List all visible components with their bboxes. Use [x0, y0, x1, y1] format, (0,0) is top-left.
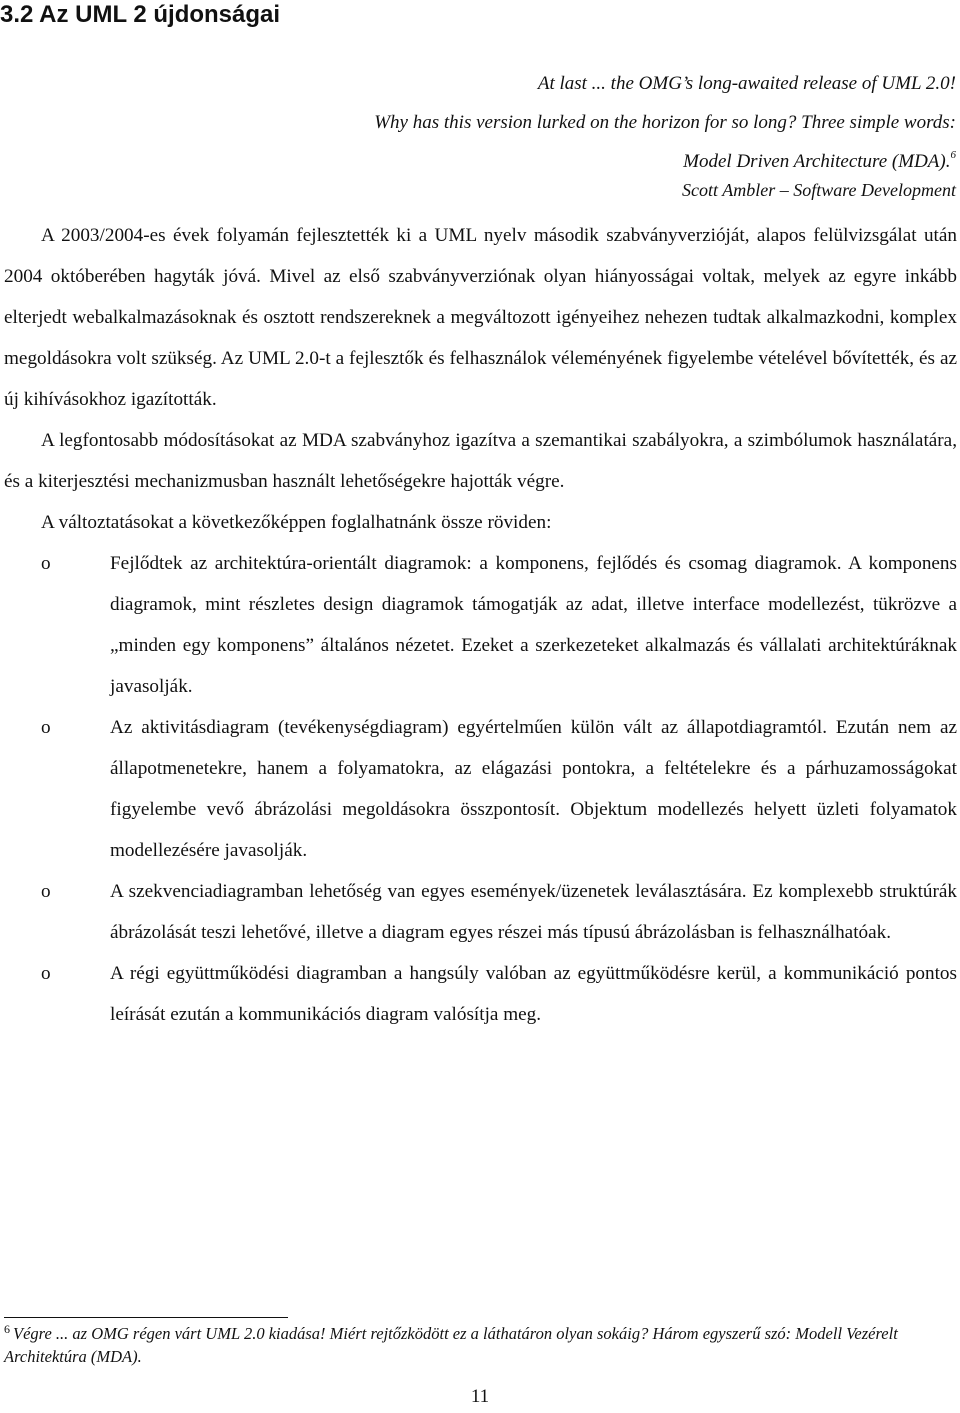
paragraph-modifications: A legfontosabb módosításokat az MDA szabványhoz igazítva a szemantikai szabályokra, a szimbólumok használatára, és a kiterjesztési mechanizmusban használt lehetőségekre hajották végre.	[4, 430, 957, 492]
epigraph-line-3-text: Model Driven Architecture (MDA).	[683, 151, 951, 172]
bullet-marker: o	[41, 553, 51, 574]
footnote-divider	[4, 1317, 288, 1318]
bullet-marker: o	[41, 963, 51, 984]
list-item-text: A szekvenciadiagramban lehetőség van egyes események/üzenetek leválasztására. Ez komplexebb struktúrák ábrázolását teszi lehetővé, illetve a diagram egyes részei más típusú ábrázolásban is felhasználhatóak.	[110, 881, 957, 943]
list-item	[4, 871, 957, 953]
list-item	[4, 543, 957, 707]
paragraph-intro: A 2003/2004-es évek folyamán fejlesztették ki a UML nyelv második szabványverzióját, alapos felülvizsgálat után 2004 októberében hagyták jóvá. Mivel az első szabványverziónak olyan hiányosságai voltak, melyek az egyre inkább elterjedt webalkalmazásoknak és osztott rendszereknek a megváltozott igényeihez nehezen tudtak alkalmazkodni, komplex megoldásokra volt szükség. Az UML 2.0-t a fejlesztők és felhasználok véleményének figyelembe vételével bővítették, és az új kihívásokhoz igazították.	[4, 225, 957, 410]
section-title: 3.2 Az UML 2 újdonságai	[0, 1, 281, 28]
changes-list	[4, 543, 957, 1035]
epigraph-attribution: Scott Ambler – Software Development	[682, 180, 956, 200]
epigraph-line-2: Why has this version lurked on the horizon for so long? Three simple words:	[374, 112, 956, 133]
list-item-text: Fejlődtek az architektúra-orientált diagramok: a komponens, fejlődés és csomag diagramok. A komponens diagramok, mint részletes design diagramok támogatják az adat, illetve interface modellezést, tükrözve a „minden egy komponens” általános nézetet. Ezeket a szerkezeteket alkalmazás és vállalati architektúráknak javasolják.	[110, 553, 957, 697]
footnote	[4, 1322, 957, 1368]
bullet-marker: o	[41, 717, 51, 738]
body-text	[4, 215, 957, 1035]
epigraph	[256, 64, 956, 181]
footnote-text: Végre ... az OMG régen várt UML 2.0 kiadása! Miért rejtőzködött ez a láthatáron olyan sokáig? Három egyszerű szó: Modell Vezérelt Architektúra (MDA).	[4, 1324, 898, 1366]
paragraph-summary-lead: A változtatásokat a következőképpen foglalhatnánk össze röviden:	[41, 512, 552, 533]
list-item	[4, 707, 957, 871]
bullet-marker: o	[41, 881, 51, 902]
list-item-text: Az aktivitásdiagram (tevékenységdiagram) egyértelműen külön vált az állapotdiagramtól. Ezután nem az állapotmenetekre, hanem a folyamatokra, az elágazási pontokra, a feltételekre és a párhuzamosságokat figyelembe vevő ábrázolási megoldásokra összpontosít. Objektum modellezés helyett üzleti folyamatok modellezésére javasolják.	[110, 717, 957, 861]
list-item-text: A régi együttműködési diagramban a hangsúly valóban az együttműködésre kerül, a kommunikáció pontos leírását ezután a kommunikációs diagram valósítja meg.	[110, 963, 957, 1025]
list-item	[4, 953, 957, 1035]
page-number: 11	[470, 1386, 490, 1407]
epigraph-line-1: At last ... the OMG’s long-awaited release of UML 2.0!	[537, 73, 956, 94]
footnote-reference[interactable]: 6	[950, 149, 956, 161]
footnote-mark: 6	[4, 1322, 10, 1336]
